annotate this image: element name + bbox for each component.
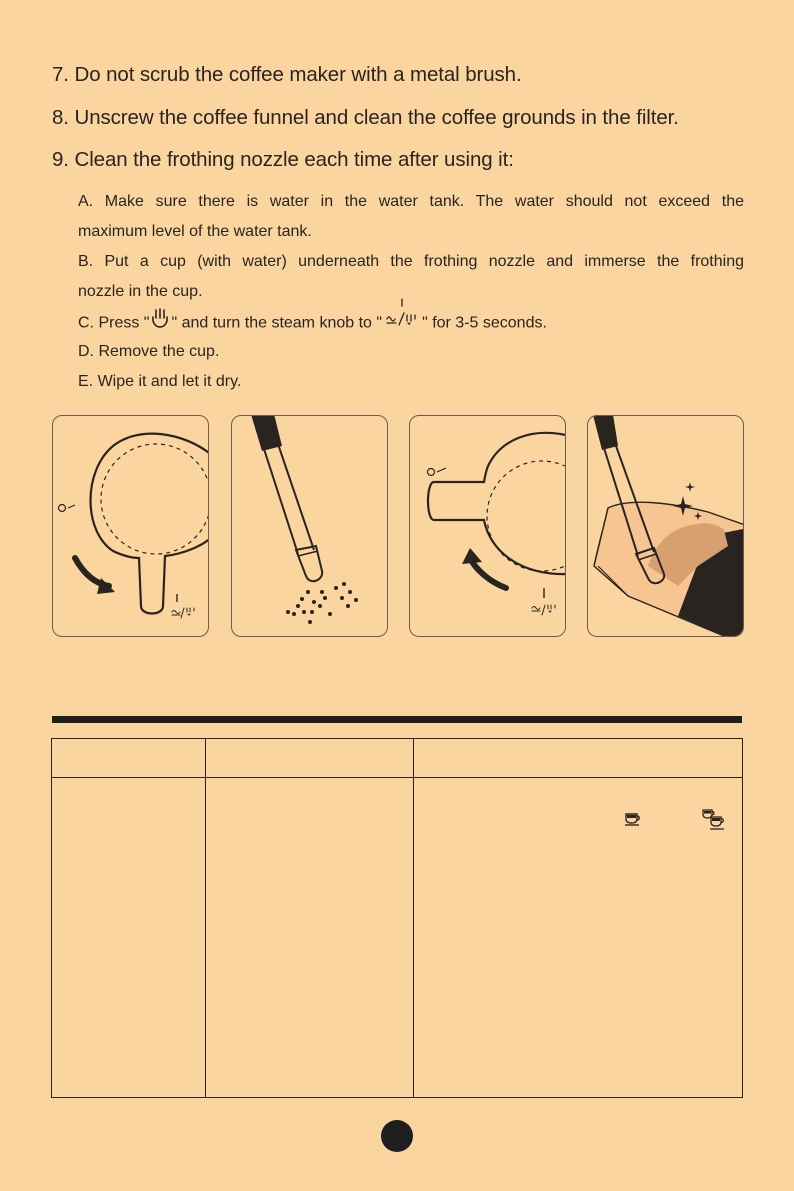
substep-a-line2: maximum level of the water tank. [78, 223, 312, 240]
step-7: 7. Do not scrub the coffee maker with a metal brush. [52, 63, 522, 86]
illustration-wipe-dry [587, 415, 744, 637]
substep-c-part3: " for 3-5 seconds. [422, 314, 547, 332]
knob-right-drawing [53, 416, 209, 637]
table-header-cell [414, 739, 743, 778]
substep-b-line1: B. Put a cup (with water) underneath the frothing nozzle and immerse the frothing [78, 253, 744, 270]
table-header-cell [206, 739, 414, 778]
table-cell [52, 778, 206, 1098]
section-rule [52, 716, 742, 723]
wipe-dry-drawing [588, 416, 744, 637]
illustration-turn-knob-right [52, 415, 209, 637]
substep-c [78, 307, 744, 340]
page-number-badge [381, 1120, 413, 1152]
illustration-nozzle-steam [231, 415, 388, 637]
table-cell [414, 778, 743, 1098]
table-header-row [52, 739, 743, 778]
substep-d: D. Remove the cup. [78, 343, 220, 360]
table-header-cell [52, 739, 206, 778]
substep-c-part2: " and turn the steam knob to " [171, 314, 383, 332]
illustration-turn-knob-left [409, 415, 566, 637]
steam-knob-position-icon [382, 297, 422, 338]
substep-e: E. Wipe it and let it dry. [78, 373, 242, 390]
step-8: 8. Unscrew the coffee funnel and clean the coffee grounds in the filter. [52, 106, 679, 129]
table-row [52, 778, 743, 1098]
single-cup-icon [624, 810, 642, 831]
substep-c-part1: C. Press " [78, 314, 150, 332]
step-9: 9. Clean the frothing nozzle each time after using it: [52, 148, 514, 171]
knob-left-drawing [410, 416, 566, 637]
steam-button-icon [149, 307, 171, 340]
table-cell [206, 778, 414, 1098]
substep-b-line2: nozzle in the cup. [78, 283, 203, 300]
substep-a-line1: A. Make sure there is water in the water tank. The water should not exceed the [78, 193, 744, 210]
double-cup-icon [702, 808, 728, 835]
nozzle-steam-drawing [232, 416, 388, 637]
troubleshooting-table [51, 738, 743, 1098]
